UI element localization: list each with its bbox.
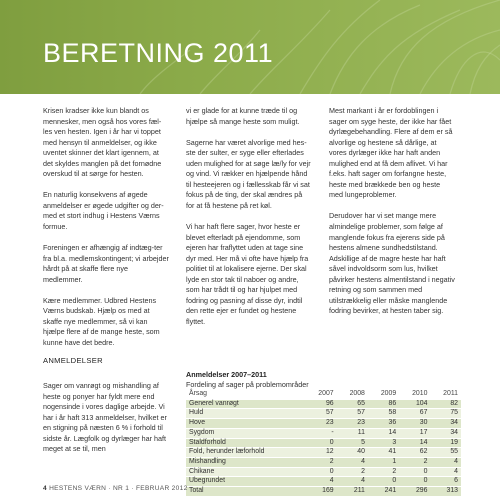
table-cell-value: 75: [450, 409, 458, 417]
table-cell-value: 12: [325, 448, 334, 456]
text-column-3: [329, 106, 455, 327]
footer-text: HESTENS VÆRN · NR 1 · FEBRUAR 2012: [49, 485, 188, 492]
paragraph: Vi har haft flere sager, hvor heste er blevet efterladt på ejendomme, som ejeren har fraflyttet uden at tage sine dyr med. Her må vi ofte have hjælp fra politiet til at lokalisere ejerne. Der skal lyde en stor tak til naboer og andre, som har trådt til og har hjulpet med fodring og pasning af disse dyr, indtil den rette ejer er fundet og hestene flyttet.: [186, 222, 309, 326]
table-cell-label: Ubegrundet: [189, 477, 226, 485]
table-cell-value: 36: [388, 419, 397, 427]
page-number: 4: [43, 485, 47, 492]
table-cell-value: 169: [322, 487, 334, 495]
table-cell-label: Hove: [189, 419, 206, 427]
table-cell-value: 2: [423, 457, 428, 465]
table-cell-value: 40: [357, 448, 365, 456]
table-cell-label: Total: [189, 487, 204, 495]
table-cell-value: 65: [357, 399, 365, 407]
paragraph: Mest markant i år er fordoblingen i sager om syge heste, der ikke har fået dyrlægebehandling. Flere af dem er så alvorlige og hestene så dårlige, at vores dyrlæger ikke har haft anden mulighed end at få dem aflivet. Vi har f.eks. haft sager om forfangne heste, heste med brækkede ben og heste med lungeproblemer.: [329, 106, 453, 200]
table-row: [186, 467, 461, 477]
table-cell-value: 4: [454, 467, 458, 475]
table-cell-value: 58: [388, 409, 397, 417]
table-row: [186, 419, 461, 429]
table-cell-value: 96: [325, 399, 334, 407]
table-cell-value: 17: [419, 428, 428, 436]
column-header: 2009: [380, 390, 397, 397]
table-cell-label: Generel vanrøgt: [189, 399, 239, 407]
column-header: 2011: [443, 390, 458, 397]
table-cell-value: 211: [353, 487, 365, 495]
table-cell-label: Staldforhold: [189, 438, 226, 446]
table-cell-label: Fold, herunder læforhold: [189, 448, 265, 456]
table-cell-value: 4: [329, 477, 334, 485]
table-cell-value: 86: [388, 399, 397, 407]
table-row: [186, 428, 461, 438]
paragraph: Sagerne har været alvorlige med hes-ste der sulter, er syge eller efterlades uden mulighed for at søge læ/ly for vejr og vind. Vi rækker en hjælpende hånd til hesteejeren og i fællesskab får vi sat fokus på de ting, der skal ændres på for at få hestene på ret køl.: [186, 137, 311, 210]
table-cell-value: 0: [392, 477, 397, 485]
column-header: 2008: [349, 390, 365, 397]
table-cell-value: 11: [357, 428, 365, 436]
table-cell-value: 57: [357, 409, 365, 417]
page-footer: [43, 485, 188, 492]
table-cell-value: 19: [450, 438, 458, 446]
table-cell-value: 57: [325, 409, 334, 417]
table-cell-value: 5: [361, 438, 365, 446]
table-cell-value: 4: [361, 477, 365, 485]
paragraph: Derudover har vi set mange mere almindelige problemer, som følge af manglende fokus fra ejerens side på hestens almene sundhedstilstand. Adskillige af de magre heste har haft såvel indvoldsorm som lus, hvilket påvirker hestens almentilstand i negativ retning og som sammen med utilstrækkelig eller måske manglende fodring bevirker, at hesten taber sig.: [329, 211, 455, 316]
page-title: BERETNING 2011: [43, 38, 274, 68]
paragraph: vi er glade for at kunne træde til og hjælpe så mange heste som muligt.: [186, 106, 300, 126]
paragraph: Sager om vanrøgt og mishandling af heste og ponyer har fyldt mere end nogensinde i vores daglige arbejde. Vi har i år haft 313 anmeldelser, hvilket er en stigning på næsten 6 % i forhold til sidste år. Lægfolk og dyrlæger har haft meget at se til, men: [43, 381, 167, 454]
table-cell-value: 34: [450, 419, 458, 427]
table-cell-value: 104: [415, 399, 428, 407]
column-header: 2007: [318, 390, 334, 397]
table-cell-value: 67: [419, 409, 428, 417]
table-cell-value: 2: [392, 467, 397, 475]
table-cell-value: 23: [325, 419, 334, 427]
table-row: [186, 477, 461, 487]
table-cell-value: 313: [446, 487, 458, 495]
text-column-1: [43, 106, 169, 359]
statistics-table: [186, 390, 461, 496]
table-cell-value: 2: [361, 467, 365, 475]
table-cell-value: 3: [392, 438, 397, 446]
table-cell-value: 1: [392, 457, 397, 465]
table-header-row: [186, 390, 461, 399]
table-cell-value: 41: [388, 448, 397, 456]
table-cell-value: 34: [450, 428, 458, 436]
table-cell-value: 0: [329, 467, 334, 475]
table-cell-label: Sygdom: [189, 428, 215, 436]
paragraph: Kære medlemmer. Udbred Hestens Værns budskab. Hjælp os med at skaffe nye medlemmer, så vi kan hjælpe flere af de mange heste, som kunne have det bedre.: [43, 295, 160, 348]
table-row: [186, 438, 461, 448]
table-cell-value: 82: [450, 399, 458, 407]
paragraph: Foreningen er afhængig af indtæg-ter fra bl.a. medlemskontingent; vi arbejder hårdt på at skaffe flere nye medlemmer.: [43, 243, 169, 284]
table-title: Anmeldelser 2007–2011: [186, 370, 267, 379]
table-cell-value: 23: [357, 419, 365, 427]
table-cell-value: 2: [329, 457, 334, 465]
section-heading-anmeldelser: ANMELDELSER: [43, 356, 103, 365]
column-header: 2010: [412, 390, 428, 397]
table-cell-value: 14: [388, 428, 397, 436]
table-cell-label: Chikane: [189, 467, 215, 475]
table-cell-value: 4: [454, 457, 458, 465]
table-subtitle: Fordeling af sager på problemområder: [186, 380, 309, 389]
table-cell-value: 14: [419, 438, 428, 446]
table-row: [186, 399, 461, 409]
table-row: [186, 457, 461, 467]
table-cell-value: 296: [415, 487, 428, 495]
table-cell-value: 55: [450, 448, 458, 456]
table-cell-value: 0: [329, 438, 334, 446]
table-cell-value: 0: [423, 477, 428, 485]
paragraph: En naturlig konsekvens af øgede anmeldelser er øgede udgifter og der-med et stort indhug i Hestens Værns formue.: [43, 190, 164, 232]
column-header: Årsag: [189, 390, 208, 397]
table-cell-value: 4: [361, 457, 365, 465]
table-cell-value: 62: [419, 448, 428, 456]
table-cell-label: Mishandling: [189, 457, 226, 465]
text-column-2: [186, 106, 312, 338]
table-cell-value: 6: [454, 477, 458, 485]
header-banner: [0, 0, 500, 94]
table-total-row: [186, 487, 461, 496]
table-cell-value: -: [331, 428, 334, 436]
paragraph: Krisen kradser ikke kun blandt os mennesker, men også hos vores fæl-les ven hesten. Igen i år har vi toppet med hensyn til anmeldelser, og ikke uventet skinner det klart igennem, at det skyldes manglen på det fornødne overskud til at sørge for hesten.: [43, 106, 162, 179]
table-cell-label: Huld: [189, 409, 204, 417]
table-row: [186, 448, 461, 458]
table-row: [186, 409, 461, 419]
table-cell-value: 30: [419, 419, 428, 427]
table-cell-value: 0: [423, 467, 428, 475]
table-cell-value: 241: [384, 487, 397, 495]
